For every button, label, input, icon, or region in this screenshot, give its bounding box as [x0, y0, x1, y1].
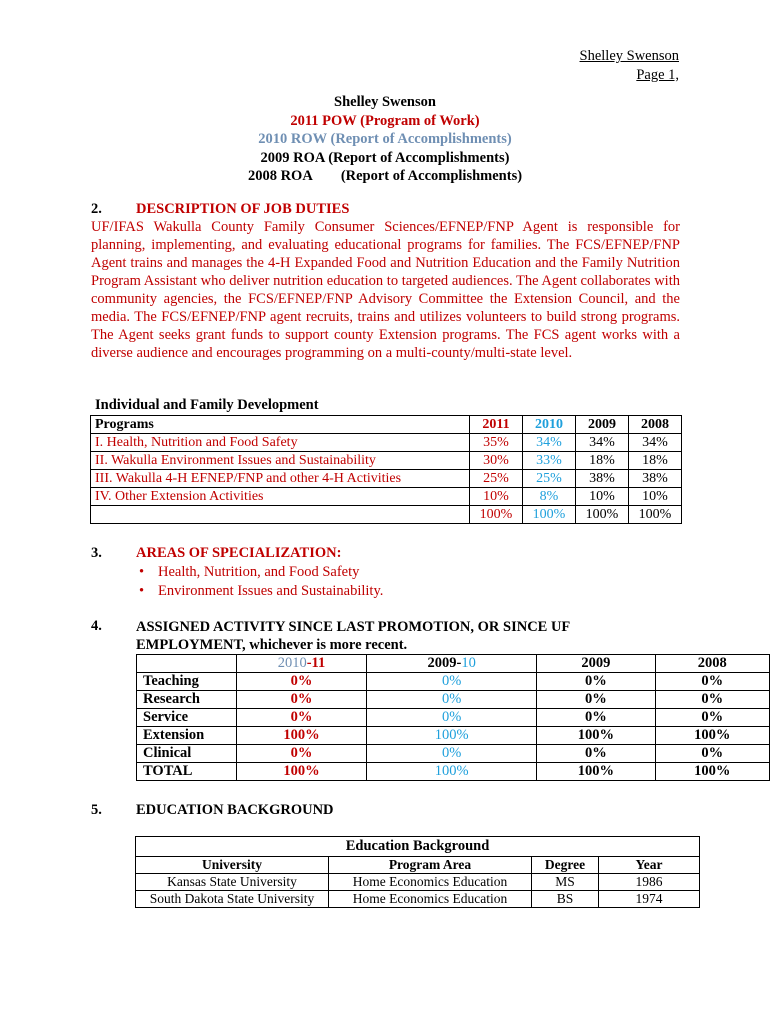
- list-item: • Environment Issues and Sustainability.: [136, 582, 383, 601]
- table-row: 100% 100% 100% 100%: [91, 506, 682, 524]
- table-row: IV. Other Extension Activities 10% 8% 10% 10%: [91, 488, 682, 506]
- table-row: TOTAL 100% 100% 100% 100%: [137, 763, 770, 781]
- table-row: Clinical 0% 0% 0% 0%: [137, 745, 770, 763]
- table-row: Teaching 0% 0% 0% 0%: [137, 673, 770, 691]
- section-3-title: AREAS OF SPECIALIZATION:: [136, 545, 342, 561]
- title-row: 2010 ROW (Report of Accomplishments): [258, 131, 512, 147]
- section-5-title: EDUCATION BACKGROUND: [136, 802, 334, 818]
- header-name: Shelley Swenson: [579, 48, 679, 64]
- job-description: UF/IFAS Wakulla County Family Consumer Sciences/EFNEP/FNP Agent is responsible for planning, implementing, and evaluating educational programs for families. The FCS/EFNEP/FNP Agent trains and manages the 4-H Expanded Food and Nutrition Education and the Family Nutrition Program Assistant who deliver nutrition education to targeted audiences. The Agent collaborates with community agencies, the FCS/EFNEP/FNP Advisory Committee the Extension Council, and the media. The FCS/EFNEP/FNP agent recruits, trains and utilizes volunteers to build strong programs. The Agent seeks grant funds to support county Extension programs. The FCS agent works with a diverse audience and encourages programming on a multi-county/multi-state level.: [91, 219, 680, 361]
- section-2-title: DESCRIPTION OF JOB DUTIES: [136, 201, 350, 217]
- education-caption: Education Background: [136, 837, 700, 857]
- section-4-title: ASSIGNED ACTIVITY SINCE LAST PROMOTION, OR SINCE UF EMPLOYMENT, whichever is more recent.: [136, 619, 570, 653]
- table-row: [136, 837, 700, 857]
- table-row: II. Wakulla Environment Issues and Sustainability 30% 33% 18% 18%: [91, 452, 682, 470]
- title-pow: 2011 POW (Program of Work): [290, 112, 480, 129]
- title-name: Shelley Swenson: [334, 94, 436, 110]
- table-row: III. Wakulla 4-H EFNEP/FNP and other 4-H Activities 25% 25% 38% 38%: [91, 470, 682, 488]
- table-row: University Program Area Degree Year: [136, 857, 700, 874]
- list-item: • Health, Nutrition, and Food Safety: [136, 563, 383, 582]
- assigned-activity-table: [136, 654, 770, 781]
- header-page: Page 1,: [636, 67, 679, 83]
- programs-title: Individual and Family Development: [95, 397, 319, 413]
- title-roa-2009: 2009 ROA (Report of Accomplishments): [260, 149, 510, 166]
- section-4-number: 4.: [91, 618, 102, 634]
- section-2-number: 2.: [91, 201, 102, 217]
- table-row: Research 0% 0% 0% 0%: [137, 691, 770, 709]
- table-row: Service 0% 0% 0% 0%: [137, 709, 770, 727]
- table-row: Programs 2011 2010 2009 2008: [91, 416, 682, 434]
- table-row: South Dakota State University Home Economics Education BS 1974: [136, 891, 700, 908]
- table-row: Kansas State University Home Economics Education MS 1986: [136, 874, 700, 891]
- table-row: 2010-11 2009-10 2009 2008: [137, 655, 770, 673]
- programs-table: [90, 415, 682, 524]
- title-roa-2008: 2008 ROA (Report of Accomplishments): [247, 168, 523, 184]
- page-header: [580, 47, 679, 85]
- specialization-list: [136, 563, 383, 601]
- table-row: Extension 100% 100% 100% 100%: [137, 727, 770, 745]
- title-block: [0, 93, 770, 186]
- section-5-number: 5.: [91, 802, 102, 818]
- section-3-number: 3.: [91, 545, 102, 561]
- education-table: [135, 836, 700, 908]
- table-row: I. Health, Nutrition and Food Safety 35% 34% 34% 34%: [91, 434, 682, 452]
